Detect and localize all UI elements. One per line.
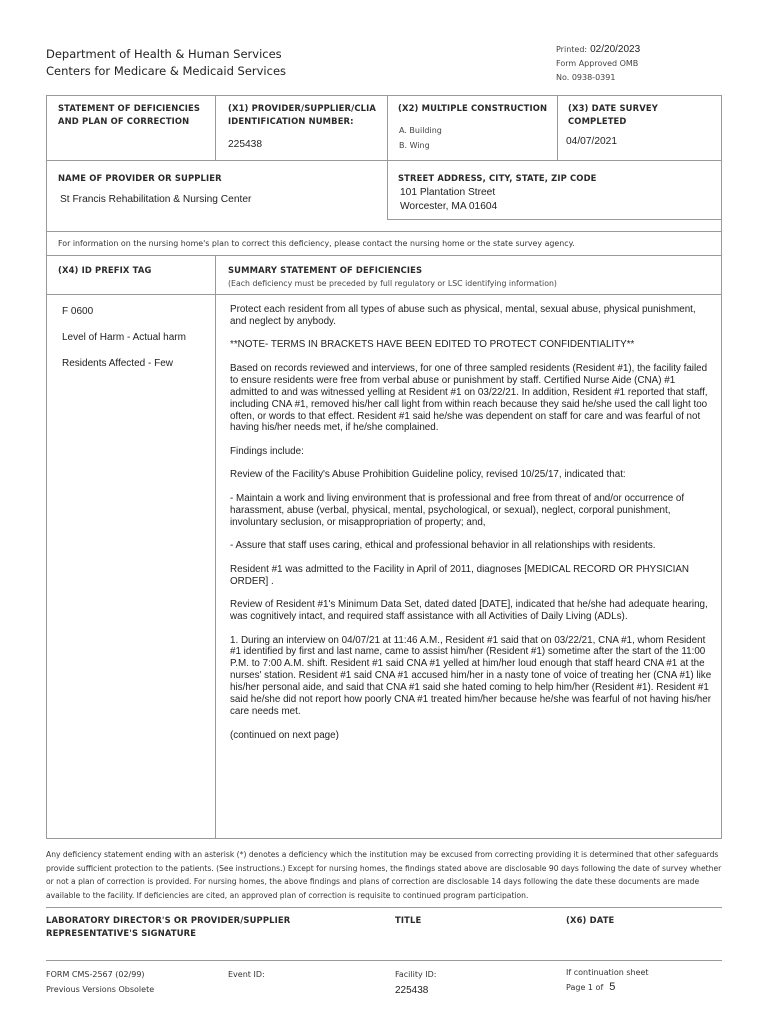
clia-label: (X1) PROVIDER/SUPPLIER/CLIA IDENTIFICATION NUMBER: <box>228 103 377 126</box>
signature-top-rule <box>46 907 722 908</box>
printed-date: 02/20/2023 <box>590 44 641 55</box>
address-line-1: 101 Plantation Street <box>400 187 496 198</box>
agency-line-2: Centers for Medicare & Medicaid Services <box>46 64 287 78</box>
page-info <box>566 965 649 995</box>
clia-number: 225438 <box>228 139 262 150</box>
address-line-2: Worcester, MA 01604 <box>400 201 498 212</box>
id-prefix-tag-label: (X4) ID PREFIX TAG <box>58 265 152 275</box>
form-number: FORM CMS-2567 (02/99) <box>46 970 145 979</box>
address-label: STREET ADDRESS, CITY, STATE, ZIP CODE <box>398 173 597 183</box>
summary-paragraph: Review of Resident #1's Minimum Data Set, dated dated [DATE], indicated that he/she had adequate hearing, was cognitively intact, and required staff assistance with all Activities of Daily Living (ADLs). <box>230 599 708 623</box>
deficiency-body-box <box>46 294 722 839</box>
signature-label: LABORATORY DIRECTOR'S OR PROVIDER/SUPPLIER REPRESENTATIVE'S SIGNATURE <box>46 915 291 938</box>
facility-id-value: 225438 <box>395 985 429 996</box>
level-of-harm: Level of Harm - Actual harm <box>62 332 186 343</box>
omb-number: No. 0938-0391 <box>556 73 616 82</box>
page-label: Page 1 of <box>566 983 604 992</box>
statement-label: STATEMENT OF DEFICIENCIES AND PLAN OF CORRECTION <box>58 103 201 126</box>
title-label: TITLE <box>395 915 422 925</box>
tags-header-box <box>46 255 722 295</box>
summary-paragraph: - Maintain a work and living environment that is professional and free from threat of and/or occurrence of harassment, abuse (verbal, physical, mental, psychological, or sexual), neglect, corporal punishment, involuntary seclusion, or misappropriation of property; and, <box>230 492 685 528</box>
summary-paragraph: Review of the Facility's Abuse Prohibition Guideline policy, revised 10/25/17, indicated that: <box>230 469 626 481</box>
summary-paragraph: - Assure that staff uses caring, ethical and professional behavior in all relationships with residents. <box>230 540 656 552</box>
info-note: For information on the nursing home's plan to correct this deficiency, please contact the nursing home or the state survey agency. <box>58 239 575 248</box>
form-approved: Form Approved OMB <box>556 59 639 68</box>
summary-paragraph: **NOTE- TERMS IN BRACKETS HAVE BEEN EDITED TO PROTECT CONFIDENTIALITY** <box>230 339 635 351</box>
print-info <box>556 43 640 85</box>
page-total: 5 <box>609 981 616 993</box>
summary-paragraph: 1. During an interview on 04/07/21 at 11:46 A.M., Resident #1 said that on 03/22/21, CNA #1, whom Resident #1 identified by first and last name, came to assist him/her (Resident #1) sometime after the start of the 11:00 P.M. to 7:00 A.M. shift. Resident #1 said CNA #1 yelled at him/her loud enough that staff heard CNA #1 at the nurses' station. Resident #1 said CNA #1 accused him/her in a nasty tone of voice of treating her (CNA #1) like his/her personal aide, and said that CNA #1 said she hated coming to help him/her (Resident #1). Resident #1 said he/she did not report how poorly CNA #1 treated him/her because he/she was fearful of not having his/her care needs met. <box>230 634 712 717</box>
continued-note: (continued on next page) <box>230 729 339 741</box>
summary-paragraph: Based on records reviewed and interviews, for one of three sampled residents (Resident #1), the facility failed to ensure residents were free from verbal abuse or punishment by staff. Certified Nurse Aide (CNA) #1 admitted to and was witnessed yelling at Resident #1 on 03/22/21. In addition, Resident #1 reported that staff, including CNA #1, removed his/her call light from within reach because they said he/she used the call light too often, or words to that effect. Resident #1 said he/she was dependent on staff for care and was fearful of not having his/her needs met, if he/she complained. <box>230 362 708 434</box>
deficiency-summary <box>230 304 712 753</box>
signature-bottom-rule <box>46 960 722 961</box>
deficiency-tag: F 0600 <box>62 306 94 317</box>
building-label: A. Building <box>399 126 442 135</box>
continuation-note: If continuation sheet <box>566 968 649 977</box>
provider-name-label: NAME OF PROVIDER OR SUPPLIER <box>58 173 222 183</box>
date-label: (X6) DATE <box>566 915 615 925</box>
summary-subtitle: (Each deficiency must be preceded by full regulatory or LSC identifying information) <box>228 279 557 288</box>
residents-affected: Residents Affected - Few <box>62 358 173 369</box>
deficiency-tag-column <box>62 305 212 383</box>
provider-info-box <box>46 95 722 232</box>
multiple-construction-label: (X2) MULTIPLE CONSTRUCTION <box>398 103 548 113</box>
printed-label: Printed: <box>556 45 588 54</box>
form-number-block <box>46 967 154 997</box>
info-note-box <box>46 231 722 256</box>
survey-date: 04/07/2021 <box>566 136 617 147</box>
agency-line-1: Department of Health & Human Services <box>46 47 282 61</box>
summary-paragraph: Protect each resident from all types of abuse such as physical, mental, sexual abuse, physical punishment, and neglect by anybody. <box>230 304 696 327</box>
previous-versions: Previous Versions Obsolete <box>46 985 155 994</box>
agency-header <box>46 46 286 80</box>
summary-label: SUMMARY STATEMENT OF DEFICIENCIES <box>228 265 423 275</box>
provider-name: St Francis Rehabilitation & Nursing Center <box>60 194 252 205</box>
summary-paragraph: Findings include: <box>230 445 304 457</box>
date-survey-label: (X3) DATE SURVEY COMPLETED <box>568 103 658 126</box>
event-id-label: Event ID: <box>228 970 265 979</box>
wing-label: B. Wing <box>399 141 430 150</box>
facility-id-block <box>395 967 436 998</box>
facility-id-label: Facility ID: <box>395 970 437 979</box>
summary-paragraph: Resident #1 was admitted to the Facility in April of 2011, diagnoses [MEDICAL RECORD OR PHYSICIAN ORDER] . <box>230 563 690 587</box>
deficiency-disclaimer: Any deficiency statement ending with an asterisk (*) denotes a deficiency which the institution may be excused from correcting providing it is determined that other safeguards provide sufficient protection to the patients. (See instructions.) Except for nursing homes, the findings stated above are disclosable 90 days following the date of survey whether or not a plan of correction is provided. For nursing homes, the above findings and plans of correction are disclosable 14 days following the date these documents are made available to the facility. If deficiencies are cited, an approved plan of correction is requisite to continued program participation. <box>46 850 722 900</box>
